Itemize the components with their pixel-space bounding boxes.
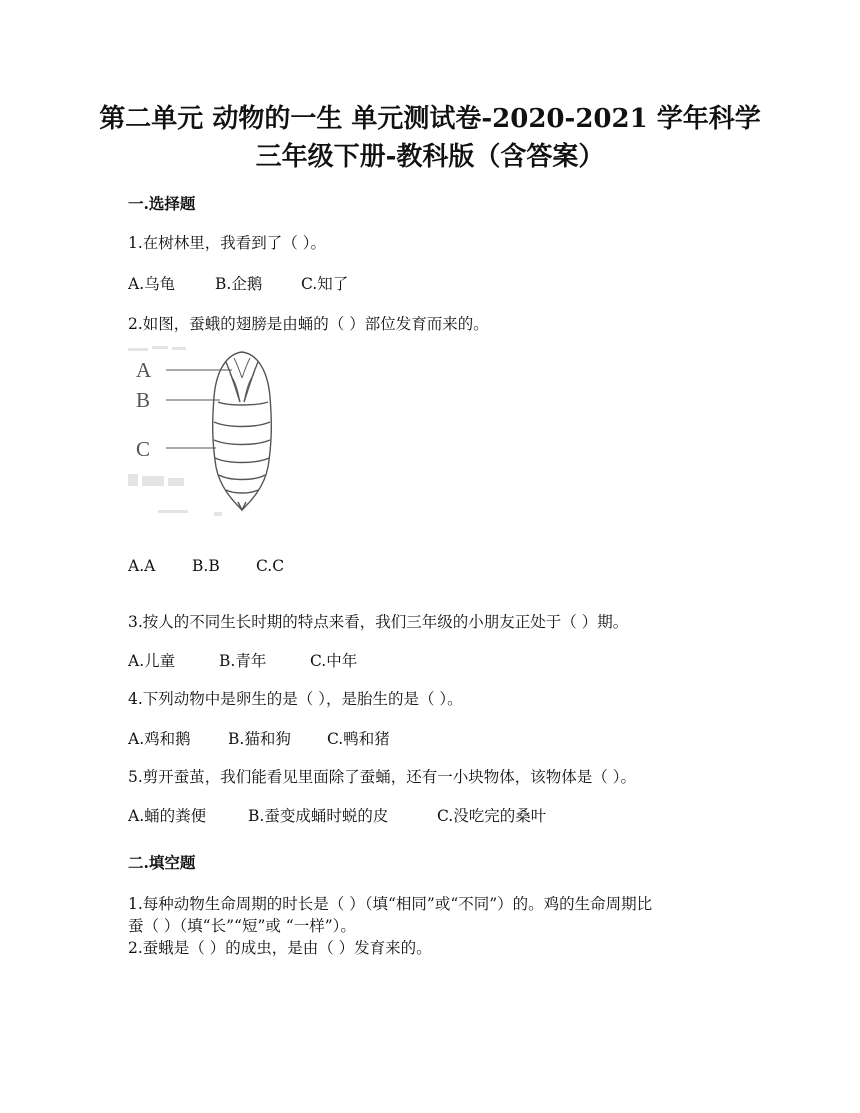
fill-question-1-line-1: 1.每种动物生命周期的时长是（ ）（填“相同”或“不同”）的。鸡的生命周期比 [128, 895, 653, 913]
document-title-line-2: 三年级下册-教科版（含答案） [255, 142, 605, 172]
fill-question-1-line-2: 蚕（ ）（填“长”“短”或 “一样”）。 [128, 917, 356, 935]
question-5-options [128, 806, 546, 826]
section-heading-fill-blank: 二.填空题 [128, 853, 196, 872]
fill-question-2: 2.蚕蛾是（ ）的成虫，是由（ ）发育来的。 [128, 939, 432, 957]
question-2-options [128, 556, 284, 576]
document-title-line-1: 第二单元 动物的一生 单元测试卷-2020-2021 学年科学 [99, 104, 761, 134]
question-1-text: 1.在树林里，我看到了（ ）。 [128, 234, 326, 252]
section-heading-choice: 一.选择题 [128, 194, 196, 213]
question-5-text: 5.剪开蚕茧，我们能看见里面除了蚕蛹，还有一小块物体，该物体是（ ）。 [128, 768, 636, 786]
question-4-text: 4.下列动物中是卵生的是（ ），是胎生的是（ ）。 [128, 690, 463, 708]
question-3-option-b: B.青年 [219, 652, 267, 670]
question-3-text: 3.按人的不同生长时期的特点来看，我们三年级的小朋友正处于（ ）期。 [128, 613, 629, 631]
figure-label-c: C [136, 437, 151, 461]
question-4-options [128, 729, 390, 749]
question-2-text: 2.如图，蚕蛾的翅膀是由蛹的（ ）部位发育而来的。 [128, 315, 489, 333]
question-3-option-a: A.儿童 [128, 652, 176, 670]
question-1-options [128, 274, 348, 294]
question-2-option-b: B.B [192, 557, 220, 575]
question-5-option-c: C.没吃完的桑叶 [437, 807, 547, 825]
question-4-option-c: C.鸭和猪 [327, 730, 390, 748]
question-1-option-b: B.企鹅 [215, 275, 263, 293]
figure-label-a: A [136, 358, 152, 382]
question-5-option-a: A.蛹的粪便 [128, 807, 207, 825]
question-4-option-b: B.猫和狗 [228, 730, 291, 748]
question-2-option-a: A.A [128, 557, 156, 575]
question-1-option-c: C.知了 [301, 275, 349, 293]
question-3-options [128, 651, 357, 671]
question-1-option-a: A.乌龟 [128, 275, 176, 293]
question-5-option-b: B.蚕变成蛹时蜕的皮 [248, 807, 389, 825]
question-2-option-c: C.C [256, 557, 285, 575]
question-3-option-c: C.中年 [310, 652, 358, 670]
question-4-option-a: A.鸡和鹅 [128, 730, 191, 748]
silkworm-pupa-figure [128, 342, 298, 522]
figure-label-b: B [136, 388, 151, 412]
